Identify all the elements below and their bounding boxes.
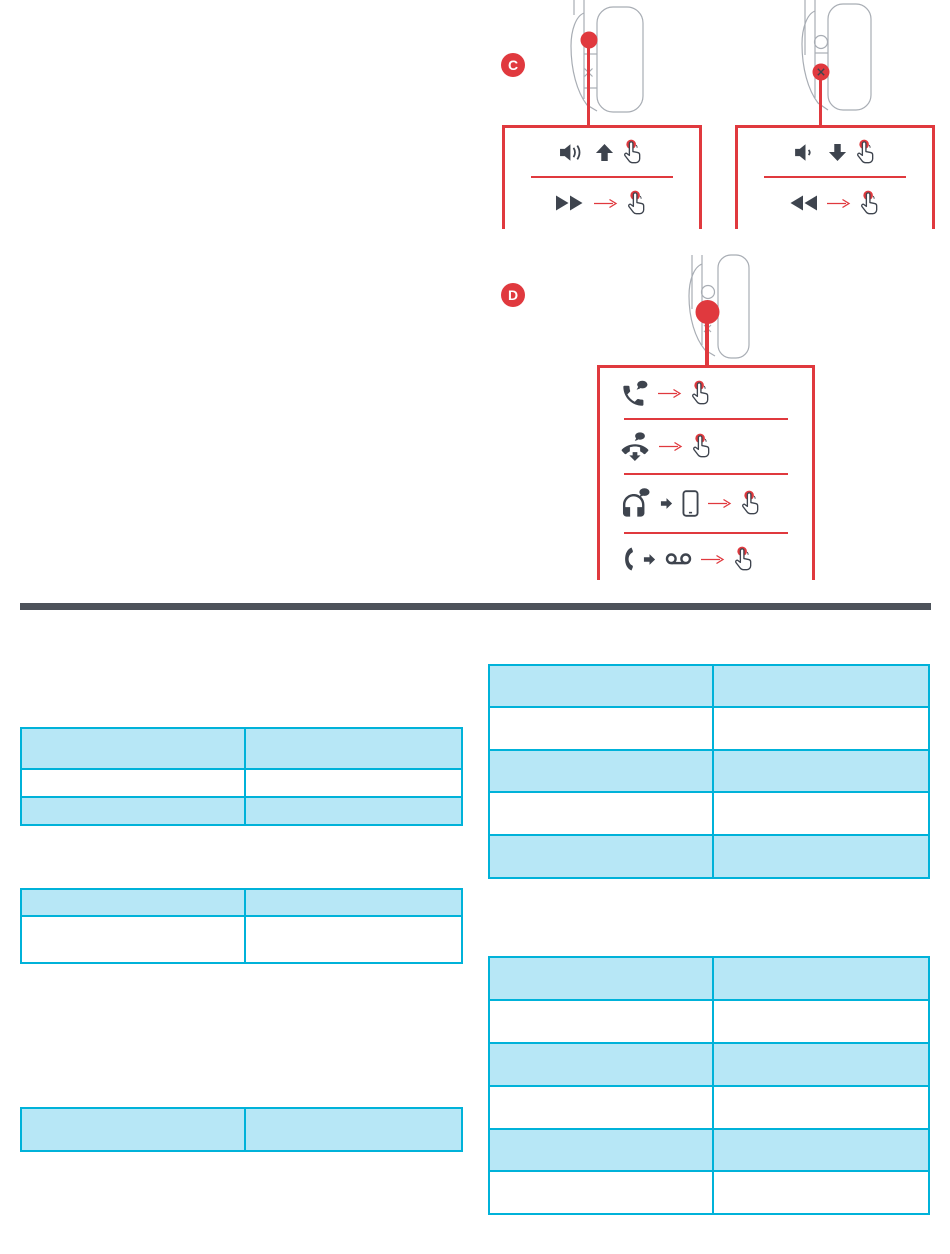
table-row [489,1000,929,1043]
fast-forward-icon [555,194,585,212]
table-cell [245,797,462,825]
spec-table-left-middle [20,888,463,964]
connector-line-c-left [587,46,590,125]
tap-icon [691,380,714,407]
call-end-icon [620,432,650,461]
black-arrow-icon [643,553,656,566]
table-cell [713,1129,929,1171]
table-cell [489,1171,713,1214]
table-row [489,707,929,750]
panel-row [738,178,932,228]
volume-down-icon [792,141,819,164]
headphone-earcup-diagram-volume-up [553,0,665,120]
table-cell [245,1108,462,1151]
red-arrow-icon [658,388,682,399]
red-arrow-icon [659,441,683,452]
red-arrow-icon [701,554,725,565]
table-cell [21,889,245,916]
tap-icon [860,190,883,217]
table-cell [21,769,245,797]
voicemail-icon [665,552,692,566]
table-cell [713,792,929,835]
section-separator-bar [20,603,931,610]
table-cell [713,1043,929,1086]
table-row [489,1086,929,1129]
table-row [489,957,929,1000]
headphone-earcup-diagram-volume-down [788,0,910,118]
connector-line-c-right [819,78,822,125]
table-cell [21,728,245,769]
table-cell [21,1108,245,1151]
panel-row [738,128,932,176]
table-cell [21,797,245,825]
spec-table-left-top [20,727,463,826]
spec-table-left-bottom [20,1107,463,1152]
table-cell [489,835,713,878]
table-cell [489,707,713,750]
table-row [489,665,929,707]
table-cell [489,957,713,1000]
call-in-icon [620,380,649,407]
table-cell [245,916,462,963]
table-row [21,1108,462,1151]
red-arrow-icon [827,198,851,209]
panel-row [600,368,812,418]
table-cell [489,665,713,707]
table-cell [713,665,929,707]
panel-row [600,420,812,473]
table-cell [489,1129,713,1171]
panel-row [505,128,699,176]
table-row [21,916,462,963]
table-row [489,750,929,792]
headset-icon [620,488,651,519]
panel-row [600,534,812,584]
table-row [21,728,462,769]
spec-table-right-top [488,664,930,879]
black-arrow-icon [660,497,673,510]
table-cell [21,916,245,963]
table-cell [245,769,462,797]
table-row [21,769,462,797]
table-cell [713,835,929,878]
table-cell [713,1000,929,1043]
table-row [489,1129,929,1171]
tap-icon [856,139,879,166]
volume-down-control-panel [735,125,935,229]
tap-icon [627,190,650,217]
call-control-panel [597,365,815,580]
panel-row [600,475,812,532]
headphone-earcup-diagram-multifunction [673,252,785,364]
section-d-badge: D [501,283,525,307]
table-cell [489,1086,713,1129]
table-cell [713,1171,929,1214]
tap-icon [741,490,764,517]
tap-icon [692,433,715,460]
table-cell [489,750,713,792]
spec-table-right-bottom [488,956,930,1215]
arrow-up-icon [595,143,614,162]
table-cell [245,889,462,916]
table-cell [245,728,462,769]
phone-icon [682,490,699,517]
red-arrow-icon [708,498,732,509]
volume-up-control-panel [502,125,702,229]
table-row [21,889,462,916]
arrow-down-icon [828,143,847,162]
connector-line-d [705,320,709,365]
rewind-icon [788,194,818,212]
table-cell [713,957,929,1000]
table-cell [713,750,929,792]
tap-icon [734,546,757,573]
table-cell [713,707,929,750]
volume-up-icon [559,141,586,164]
tap-icon [623,139,646,166]
red-arrow-icon [594,198,618,209]
table-row [489,792,929,835]
table-row [489,1171,929,1214]
table-cell [489,1000,713,1043]
table-cell [489,1043,713,1086]
table-cell [489,792,713,835]
panel-row [505,178,699,228]
table-row [489,835,929,878]
table-row [21,797,462,825]
handset-icon [620,546,634,572]
section-c-badge: C [501,53,525,77]
table-row [489,1043,929,1086]
table-cell [713,1086,929,1129]
